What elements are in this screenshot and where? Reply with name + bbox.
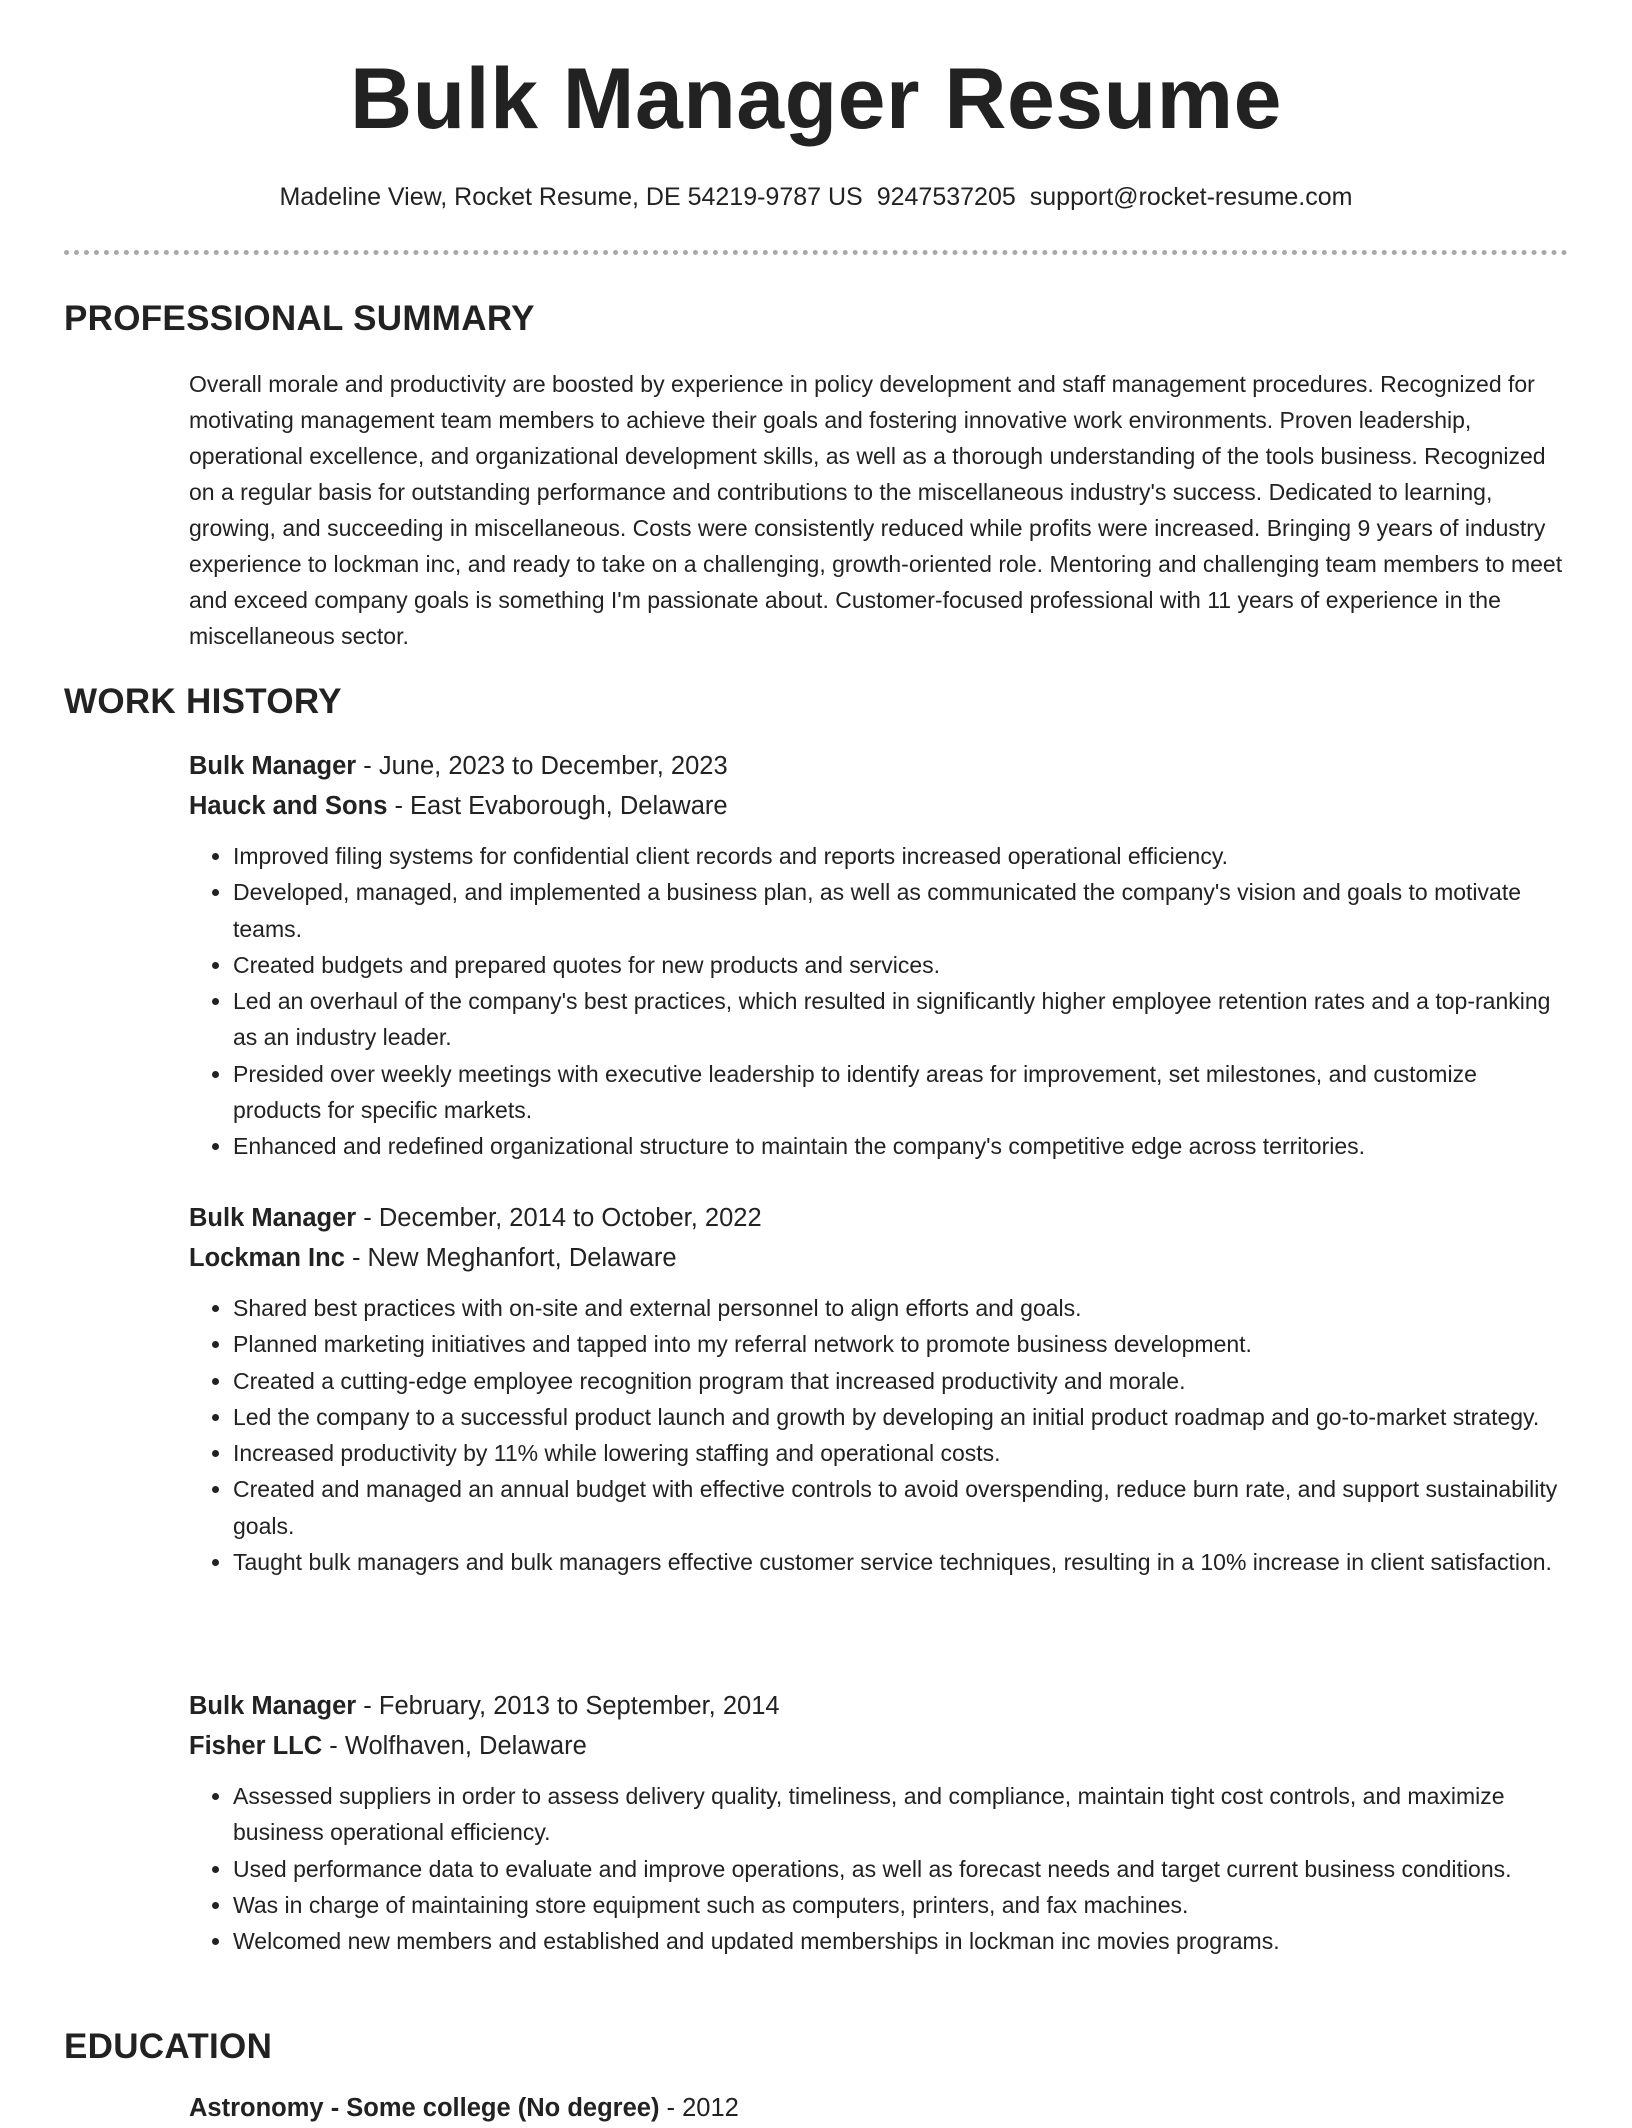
job-bullet: • Taught bulk managers and bulk managers effective customer service techniques, resulting in a 10% increase in client satisfaction.	[233, 1544, 1569, 1580]
job-company: Hauck and Sons	[189, 792, 388, 820]
job-role: Bulk Manager	[189, 1692, 357, 1720]
job-bullet: • Assessed suppliers in order to assess delivery quality, timeliness, and compliance, maintain tight cost controls, and maximize business operational efficiency.	[233, 1778, 1569, 1851]
job-bullet: • Increased productivity by 11% while lowering staffing and operational costs.	[233, 1435, 1569, 1471]
job-bullet: • Presided over weekly meetings with executive leadership to identify areas for improvement, set milestones, and customize products for specific markets.	[233, 1056, 1569, 1129]
job-bullet: • Used performance data to evaluate and improve operations, as well as forecast needs and target current business conditions.	[233, 1851, 1569, 1887]
job-bullets	[189, 838, 1569, 1165]
job-company-line	[189, 1238, 1569, 1278]
job-bullets	[189, 1290, 1569, 1580]
job-entry	[189, 1198, 1569, 1580]
job-location: - Wolfhaven, Delaware	[322, 1732, 587, 1760]
job-location: - East Evaborough, Delaware	[387, 792, 728, 820]
job-bullet: • Created a cutting-edge employee recognition program that increased productivity and morale.	[233, 1363, 1569, 1399]
job-company-line	[189, 786, 1569, 826]
header-divider	[64, 250, 1568, 255]
email-address: support@rocket-resume.com	[1029, 183, 1353, 211]
job-bullet: • Welcomed new members and established and updated memberships in lockman inc movies programs.	[233, 1923, 1569, 1959]
phone-number: 9247537205	[876, 183, 1016, 211]
job-bullet: • Enhanced and redefined organizational structure to maintain the company's competitive edge across territories.	[233, 1128, 1569, 1164]
summary-text: Overall morale and productivity are boosted by experience in policy development and staff management procedures. Recognized for motivating management team members to achieve their goals and fostering innovative work environments. Proven leadership, operational excellence, and organizational development skills, as well as a thorough understanding of the tools business. Recognized on a regular basis for outstanding performance and contributions to the miscellaneous industry's success. Dedicated to learning, growing, and succeeding in miscellaneous. Costs were consistently reduced while profits were increased. Bringing 9 years of industry experience to lockman inc, and ready to take on a challenging, growth-oriented role. Mentoring and challenging team members to meet and exceed company goals is something I'm passionate about. Customer-focused professional with 11 years of experience in the miscellaneous sector.	[189, 371, 1563, 649]
education-field: Astronomy	[189, 2094, 324, 2122]
job-bullet: • Planned marketing initiatives and tapped into my referral network to promote business development.	[233, 1326, 1569, 1362]
job-role: Bulk Manager	[189, 1204, 357, 1232]
job-dates: - June, 2023 to December, 2023	[356, 752, 728, 780]
job-bullet: • Created budgets and prepared quotes for new products and services.	[233, 947, 1569, 983]
job-bullets	[189, 1778, 1569, 1959]
job-bullet: • Led an overhaul of the company's best practices, which resulted in significantly higher employee retention rates and a top-ranking as an industry leader.	[233, 983, 1569, 1056]
job-company-line	[189, 1726, 1569, 1766]
job-bullet: • Developed, managed, and implemented a business plan, as well as communicated the company's vision and goals to motivate teams.	[233, 874, 1569, 947]
job-role: Bulk Manager	[189, 752, 357, 780]
job-location: - New Meghanfort, Delaware	[344, 1244, 677, 1272]
job-entry	[189, 1686, 1569, 1959]
education-year: - 2012	[659, 2094, 739, 2122]
job-bullet: • Created and managed an annual budget with effective controls to avoid overspending, reduce burn rate, and support sustainability goals.	[233, 1471, 1569, 1544]
job-bullet: • Led the company to a successful product launch and growth by developing an initial product roadmap and go-to-market strategy.	[233, 1399, 1569, 1435]
summary-heading: PROFESSIONAL SUMMARY	[64, 299, 535, 338]
work-history-heading: WORK HISTORY	[64, 682, 342, 721]
job-title-line	[189, 746, 1569, 786]
job-bullet: • Improved filing systems for confidential client records and reports increased operational efficiency.	[233, 838, 1569, 874]
job-dates: - December, 2014 to October, 2022	[356, 1204, 762, 1232]
job-dates: - February, 2013 to September, 2014	[356, 1692, 780, 1720]
contact-info	[0, 182, 1632, 212]
address: Madeline View, Rocket Resume, DE 54219-9787 US	[279, 183, 863, 211]
education-heading: EDUCATION	[64, 2027, 273, 2066]
job-entry	[189, 746, 1569, 1165]
job-bullet: • Shared best practices with on-site and external personnel to align efforts and goals.	[233, 1290, 1569, 1326]
job-title-line	[189, 1198, 1569, 1238]
education-entry	[189, 2088, 1569, 2128]
page-title: Bulk Manager Resume	[350, 51, 1282, 147]
job-company: Fisher LLC	[189, 1732, 323, 1760]
education-degree: - Some college (No degree)	[323, 2094, 660, 2122]
job-company: Lockman Inc	[189, 1244, 345, 1272]
job-bullet: • Was in charge of maintaining store equipment such as computers, printers, and fax machines.	[233, 1887, 1569, 1923]
job-title-line	[189, 1686, 1569, 1726]
